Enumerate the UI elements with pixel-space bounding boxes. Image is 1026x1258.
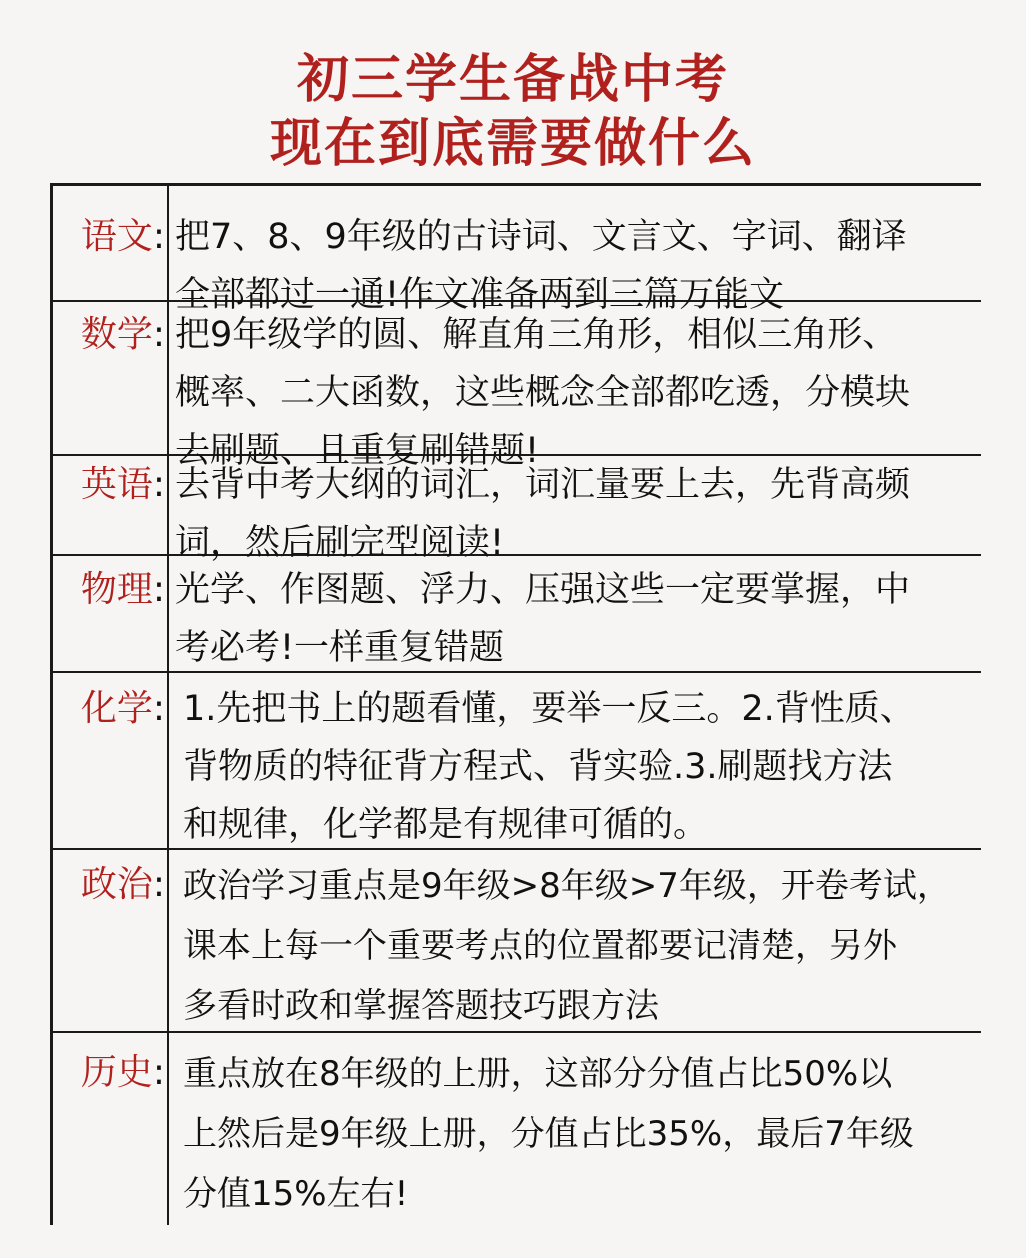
subject-label [53, 1044, 165, 1102]
content-line: 光学、作图题、浮力、压强这些一定要掌握，中 [175, 570, 911, 610]
content-line: 考必考!一样重复错题 [175, 628, 505, 668]
subject-name: 语文 [80, 216, 153, 257]
content-line: 重点放在8年级的上册，这部分分值占比50%以 [183, 1054, 893, 1094]
content-line: 分值15%左右! [183, 1174, 409, 1214]
content-line: 政治学习重点是9年级>8年级>7年级，开卷考试， [183, 866, 951, 906]
subject-content [175, 306, 975, 480]
subject-content [175, 561, 975, 677]
content-line: 多看时政和掌握答题技巧跟方法 [183, 986, 659, 1026]
subject-content [183, 680, 983, 854]
subject-name: 物理 [80, 569, 153, 610]
subject-name: 历史 [80, 1052, 153, 1093]
page-title-line-2: 现在到底需要做什么 [269, 114, 756, 174]
subject-name: 数学 [80, 314, 153, 355]
colon: : [152, 569, 165, 610]
content-line: 全部都过一通!作文准备两到三篇万能文 [175, 275, 785, 315]
content-line: 去刷题、且重复刷错题! [175, 431, 540, 471]
colon: : [152, 216, 165, 257]
content-line: 课本上每一个重要考点的位置都要记清楚，另外 [183, 926, 897, 966]
subject-name: 英语 [80, 464, 153, 505]
subject-content [183, 856, 973, 1036]
colon: : [152, 314, 165, 355]
subject-label [53, 856, 165, 914]
content-line: 去背中考大纲的词汇，词汇量要上去，先背高频 [175, 465, 911, 505]
content-line: 把7、8、9年级的古诗词、文言文、字词、翻译 [175, 217, 907, 257]
subject-name: 政治 [80, 864, 153, 905]
column-divider [167, 186, 169, 1225]
content-line: 1.先把书上的题看懂，要举一反三。2.背性质、 [183, 689, 915, 729]
colon: : [152, 864, 165, 905]
subject-label [53, 680, 165, 738]
subject-table [50, 183, 981, 1225]
page-title-line-1: 初三学生备战中考 [296, 50, 729, 110]
content-line: 背物质的特征背方程式、背实验.3.刷题找方法 [183, 747, 893, 787]
subject-content [175, 456, 975, 572]
content-line: 把9年级学的圆、解直角三角形，相似三角形、 [175, 315, 898, 355]
colon: : [152, 464, 165, 505]
subject-label [53, 456, 165, 514]
subject-label [53, 561, 165, 619]
content-line: 上然后是9年级上册，分值占比35%，最后7年级 [183, 1114, 914, 1154]
subject-label [53, 306, 165, 364]
content-line: 概率、二大函数，这些概念全部都吃透，分模块 [175, 373, 911, 413]
subject-content [183, 1044, 983, 1224]
content-line: 和规律，化学都是有规律可循的。 [183, 805, 709, 845]
content-line: 词，然后刷完型阅读! [175, 523, 505, 563]
colon: : [152, 1052, 165, 1093]
subject-label [53, 208, 165, 266]
colon: : [152, 688, 165, 729]
subject-name: 化学 [80, 688, 153, 729]
